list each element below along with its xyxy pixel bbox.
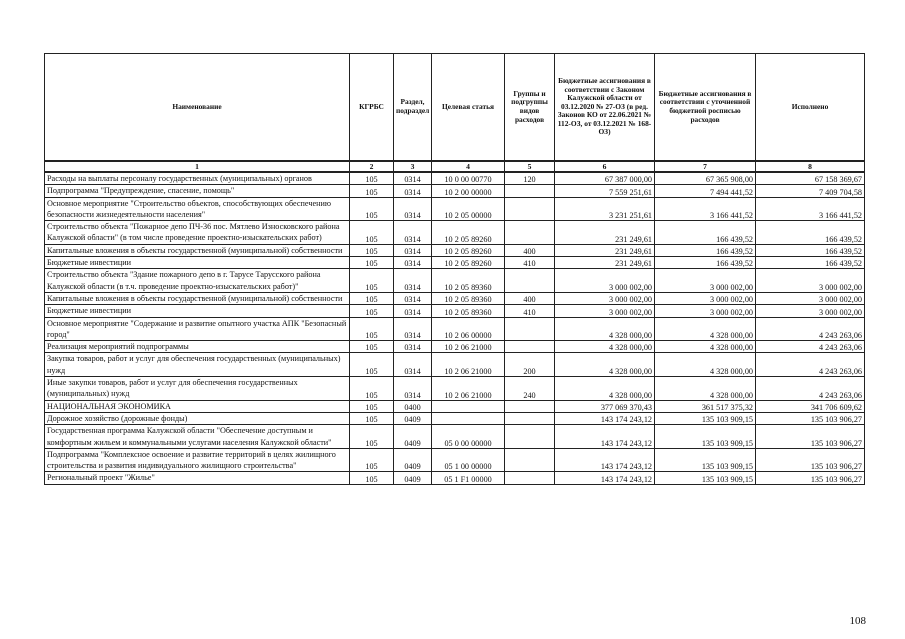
cell-law-allocations: 143 174 243,12 (555, 448, 655, 472)
cell-section: 0400 (394, 400, 432, 412)
column-number: 8 (756, 161, 865, 172)
cell-name: Капитальные вложения в объекты государственной (муниципальной) собственности (45, 244, 350, 256)
cell-executed: 4 243 263,06 (756, 341, 865, 353)
cell-name: Строительство объекта "Здание пожарного депо в г. Тарусе Тарусского района Калужской области (в т.ч. проведение проектно-изыскательских работ)" (45, 269, 350, 293)
budget-table (44, 53, 865, 485)
cell-kgrbs: 105 (350, 448, 394, 472)
cell-executed: 3 000 002,00 (756, 269, 865, 293)
cell-target-article: 10 2 06 21000 (432, 353, 505, 377)
cell-name: Дорожное хозяйство (дорожные фонды) (45, 412, 350, 424)
cell-name: Подпрограмма "Предупреждение, спасение, помощь" (45, 185, 350, 197)
header-target-article: Целевая статья (432, 54, 505, 162)
cell-kgrbs: 105 (350, 269, 394, 293)
cell-target-article: 10 2 05 89360 (432, 292, 505, 304)
cell-expense-group (505, 317, 555, 341)
cell-section: 0314 (394, 292, 432, 304)
table-row (45, 305, 865, 317)
cell-plan-allocations: 135 103 909,15 (655, 412, 756, 424)
cell-expense-group: 410 (505, 257, 555, 269)
cell-target-article: 10 2 06 00000 (432, 317, 505, 341)
cell-name: Подпрограмма "Комплексное освоение и развитие территорий в целях жилищного строительства и развития индивидуального жилищного строительства" (45, 448, 350, 472)
cell-target-article: 05 1 F1 00000 (432, 472, 505, 484)
table-row (45, 377, 865, 401)
cell-section: 0314 (394, 305, 432, 317)
cell-section: 0314 (394, 317, 432, 341)
column-number: 5 (505, 161, 555, 172)
cell-target-article: 10 2 05 89260 (432, 221, 505, 245)
table-row (45, 412, 865, 424)
cell-expense-group (505, 472, 555, 484)
column-number: 2 (350, 161, 394, 172)
cell-target-article: 10 2 06 21000 (432, 377, 505, 401)
cell-name: Бюджетные инвестиции (45, 305, 350, 317)
cell-name: Иные закупки товаров, работ и услуг для обеспечения государственных (муниципальных) нужд (45, 377, 350, 401)
table-row (45, 172, 865, 185)
cell-plan-allocations: 7 494 441,52 (655, 185, 756, 197)
cell-target-article (432, 412, 505, 424)
cell-expense-group: 200 (505, 353, 555, 377)
cell-expense-group (505, 448, 555, 472)
cell-expense-group: 410 (505, 305, 555, 317)
cell-executed: 4 243 263,06 (756, 317, 865, 341)
cell-kgrbs: 105 (350, 425, 394, 449)
cell-name: Капитальные вложения в объекты государственной (муниципальной) собственности (45, 292, 350, 304)
table-row (45, 448, 865, 472)
cell-expense-group: 400 (505, 292, 555, 304)
cell-law-allocations: 231 249,61 (555, 244, 655, 256)
table-row (45, 269, 865, 293)
cell-plan-allocations: 135 103 909,15 (655, 425, 756, 449)
cell-target-article (432, 400, 505, 412)
cell-law-allocations: 67 387 000,00 (555, 172, 655, 185)
cell-kgrbs: 105 (350, 412, 394, 424)
cell-executed: 7 409 704,58 (756, 185, 865, 197)
cell-expense-group (505, 341, 555, 353)
cell-name: Закупка товаров, работ и услуг для обеспечения государственных (муниципальных) нужд (45, 353, 350, 377)
column-number: 4 (432, 161, 505, 172)
cell-kgrbs: 105 (350, 244, 394, 256)
header-law-allocations: Бюджетные ассигнования в соответствии с Законом Калужской области от 03.12.2020 № 27-ОЗ (в ред. Законов КО от 22.06.2021 № 112-ОЗ, от 03.12.2021 № 168-ОЗ) (555, 54, 655, 162)
cell-section: 0409 (394, 472, 432, 484)
column-number: 3 (394, 161, 432, 172)
cell-name: НАЦИОНАЛЬНАЯ ЭКОНОМИКА (45, 400, 350, 412)
cell-section: 0314 (394, 197, 432, 221)
cell-law-allocations: 3 231 251,61 (555, 197, 655, 221)
cell-executed: 166 439,52 (756, 244, 865, 256)
cell-name: Основное мероприятие "Строительство объектов, способствующих обеспечению безопасности жизнедеятельности населения" (45, 197, 350, 221)
cell-name: Строительство объекта "Пожарное депо ПЧ-36 пос. Мятлево Износковского района Калужской области" (в том числе проведение проектно-изыскательских работ) (45, 221, 350, 245)
cell-executed: 3 000 002,00 (756, 292, 865, 304)
cell-law-allocations: 4 328 000,00 (555, 341, 655, 353)
cell-executed: 4 243 263,06 (756, 353, 865, 377)
header-expense-group: Группы и подгруппы видов расходов (505, 54, 555, 162)
cell-section: 0314 (394, 257, 432, 269)
table-row (45, 221, 865, 245)
cell-section: 0314 (394, 353, 432, 377)
cell-section: 0314 (394, 185, 432, 197)
cell-expense-group: 400 (505, 244, 555, 256)
cell-kgrbs: 105 (350, 400, 394, 412)
cell-target-article: 10 2 05 89260 (432, 244, 505, 256)
cell-executed: 135 103 906,27 (756, 425, 865, 449)
cell-target-article: 05 1 00 00000 (432, 448, 505, 472)
cell-executed: 4 243 263,06 (756, 377, 865, 401)
cell-target-article: 10 0 00 00770 (432, 172, 505, 185)
cell-kgrbs: 105 (350, 257, 394, 269)
cell-law-allocations: 4 328 000,00 (555, 377, 655, 401)
cell-law-allocations: 4 328 000,00 (555, 317, 655, 341)
table-row (45, 341, 865, 353)
cell-target-article: 10 2 05 89360 (432, 305, 505, 317)
table-row (45, 353, 865, 377)
table-row (45, 425, 865, 449)
cell-plan-allocations: 135 103 909,15 (655, 448, 756, 472)
cell-name: Реализация мероприятий подпрограммы (45, 341, 350, 353)
column-number: 7 (655, 161, 756, 172)
cell-kgrbs: 105 (350, 377, 394, 401)
cell-executed: 166 439,52 (756, 221, 865, 245)
cell-plan-allocations: 4 328 000,00 (655, 341, 756, 353)
cell-plan-allocations: 3 000 002,00 (655, 292, 756, 304)
table-row (45, 292, 865, 304)
cell-plan-allocations: 3 000 002,00 (655, 269, 756, 293)
cell-law-allocations: 4 328 000,00 (555, 353, 655, 377)
cell-plan-allocations: 4 328 000,00 (655, 377, 756, 401)
cell-target-article: 10 2 05 89360 (432, 269, 505, 293)
table-row (45, 257, 865, 269)
cell-name: Расходы на выплаты персоналу государственных (муниципальных) органов (45, 172, 350, 185)
cell-law-allocations: 3 000 002,00 (555, 269, 655, 293)
cell-section: 0409 (394, 425, 432, 449)
cell-executed: 135 103 906,27 (756, 472, 865, 484)
cell-section: 0314 (394, 244, 432, 256)
cell-target-article: 10 2 05 00000 (432, 197, 505, 221)
cell-kgrbs: 105 (350, 341, 394, 353)
table-row (45, 472, 865, 484)
cell-executed: 135 103 906,27 (756, 448, 865, 472)
cell-section: 0314 (394, 269, 432, 293)
cell-law-allocations: 377 069 370,43 (555, 400, 655, 412)
cell-plan-allocations: 3 000 002,00 (655, 305, 756, 317)
cell-expense-group (505, 400, 555, 412)
cell-plan-allocations: 4 328 000,00 (655, 317, 756, 341)
table-row (45, 244, 865, 256)
header-plan-allocations: Бюджетные ассигнования в соответствии с уточненной бюджетной росписью расходов (655, 54, 756, 162)
cell-name: Бюджетные инвестиции (45, 257, 350, 269)
cell-law-allocations: 3 000 002,00 (555, 305, 655, 317)
cell-kgrbs: 105 (350, 317, 394, 341)
cell-executed: 341 706 609,62 (756, 400, 865, 412)
cell-section: 0314 (394, 377, 432, 401)
header-name: Наименование (45, 54, 350, 162)
header-executed: Исполнено (756, 54, 865, 162)
cell-plan-allocations: 135 103 909,15 (655, 472, 756, 484)
cell-expense-group: 240 (505, 377, 555, 401)
cell-expense-group (505, 221, 555, 245)
table-row (45, 317, 865, 341)
table-row (45, 197, 865, 221)
cell-section: 0409 (394, 448, 432, 472)
cell-target-article: 10 2 06 21000 (432, 341, 505, 353)
cell-name: Государственная программа Калужской области "Обеспечение доступным и комфортным жильем и коммунальными услугами населения Калужской области" (45, 425, 350, 449)
page-number: 108 (849, 615, 866, 627)
cell-kgrbs: 105 (350, 185, 394, 197)
cell-plan-allocations: 4 328 000,00 (655, 353, 756, 377)
table-header (45, 54, 865, 173)
cell-plan-allocations: 67 365 908,00 (655, 172, 756, 185)
cell-plan-allocations: 166 439,52 (655, 257, 756, 269)
cell-executed: 3 166 441,52 (756, 197, 865, 221)
cell-plan-allocations: 166 439,52 (655, 244, 756, 256)
column-number: 6 (555, 161, 655, 172)
cell-kgrbs: 105 (350, 221, 394, 245)
cell-plan-allocations: 166 439,52 (655, 221, 756, 245)
cell-kgrbs: 105 (350, 197, 394, 221)
cell-plan-allocations: 361 517 375,32 (655, 400, 756, 412)
cell-executed: 3 000 002,00 (756, 305, 865, 317)
header-section: Раздел, подраздел (394, 54, 432, 162)
cell-law-allocations: 7 559 251,61 (555, 185, 655, 197)
cell-expense-group (505, 425, 555, 449)
cell-kgrbs: 105 (350, 472, 394, 484)
cell-expense-group (505, 412, 555, 424)
cell-kgrbs: 105 (350, 353, 394, 377)
column-number: 1 (45, 161, 350, 172)
cell-name: Региональный проект "Жилье" (45, 472, 350, 484)
cell-target-article: 10 2 00 00000 (432, 185, 505, 197)
cell-name: Основное мероприятие "Содержание и развитие опытного участка АПК "Безопасный город" (45, 317, 350, 341)
cell-law-allocations: 143 174 243,12 (555, 425, 655, 449)
cell-expense-group (505, 269, 555, 293)
cell-kgrbs: 105 (350, 305, 394, 317)
cell-kgrbs: 105 (350, 172, 394, 185)
cell-law-allocations: 143 174 243,12 (555, 472, 655, 484)
cell-law-allocations: 143 174 243,12 (555, 412, 655, 424)
cell-expense-group (505, 197, 555, 221)
cell-plan-allocations: 3 166 441,52 (655, 197, 756, 221)
cell-kgrbs: 105 (350, 292, 394, 304)
cell-executed: 166 439,52 (756, 257, 865, 269)
cell-expense-group: 120 (505, 172, 555, 185)
header-kgrbs: КГРБС (350, 54, 394, 162)
cell-section: 0409 (394, 412, 432, 424)
cell-law-allocations: 3 000 002,00 (555, 292, 655, 304)
table-row (45, 400, 865, 412)
cell-law-allocations: 231 249,61 (555, 257, 655, 269)
cell-section: 0314 (394, 341, 432, 353)
table-row (45, 185, 865, 197)
table-body (45, 172, 865, 484)
cell-target-article: 05 0 00 00000 (432, 425, 505, 449)
cell-executed: 67 158 369,67 (756, 172, 865, 185)
cell-section: 0314 (394, 221, 432, 245)
cell-expense-group (505, 185, 555, 197)
cell-target-article: 10 2 05 89260 (432, 257, 505, 269)
cell-section: 0314 (394, 172, 432, 185)
cell-executed: 135 103 906,27 (756, 412, 865, 424)
cell-law-allocations: 231 249,61 (555, 221, 655, 245)
